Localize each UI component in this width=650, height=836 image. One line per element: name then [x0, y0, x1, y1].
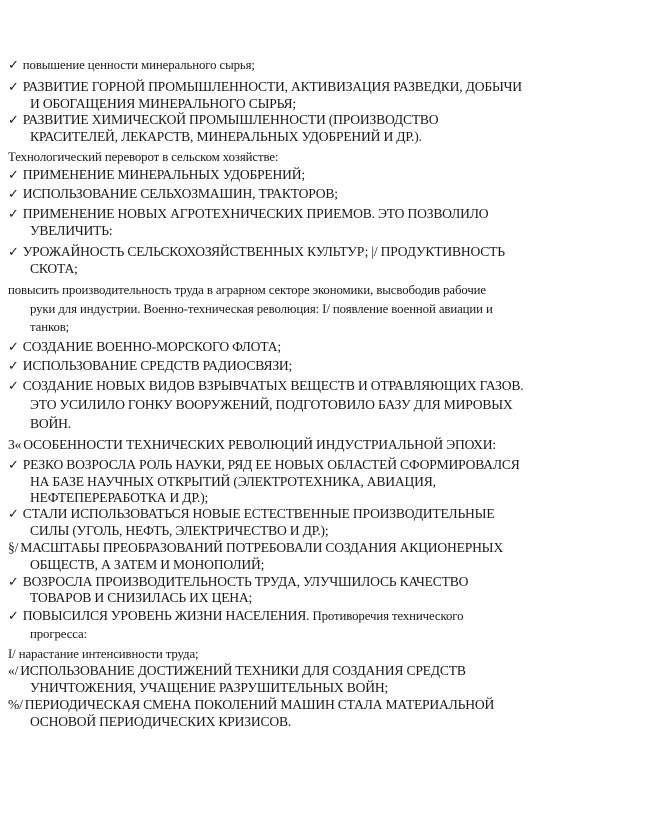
continuation-line: УНИЧТОЖЕНИЯ, УЧАЩЕНИЕ РАЗРУШИТЕЛЬНЫХ ВОЙН;	[30, 680, 389, 695]
check-icon: ✓	[8, 575, 19, 590]
check-icon: ✓	[8, 113, 19, 128]
bullet-line	[8, 339, 281, 356]
bullet-line	[8, 112, 438, 129]
line-text: ОСОБЕННОСТИ ТЕХНИЧЕСКИХ РЕВОЛЮЦИЙ ИНДУСТРИАЛЬНОЙ ЭПОХИ:	[23, 437, 496, 452]
line-marker: 3«	[8, 437, 22, 452]
line-marker: %/	[8, 697, 23, 712]
bullet-line	[8, 457, 520, 474]
line-text: ВОЗРОСЛА ПРОИЗВОДИТЕЛЬНОСТЬ ТРУДА, УЛУЧШИЛОСЬ КАЧЕСТВО	[22, 574, 469, 589]
bullet-line	[8, 167, 305, 184]
check-icon: ✓	[8, 58, 19, 73]
line-text: ИСПОЛЬЗОВАНИЕ СРЕДСТВ РАДИОСВЯЗИ;	[22, 358, 293, 373]
continuation-line: КРАСИТЕЛЕЙ, ЛЕКАРСТВ, МИНЕРАЛЬНЫХ УДОБРЕНИЙ И ДР.).	[30, 129, 422, 144]
bullet-line	[8, 186, 338, 203]
section-heading: Технологический переворот в сельском хозяйстве:	[8, 150, 279, 164]
continuation-line: УВЕЛИЧИТЬ:	[30, 223, 113, 238]
check-icon: ✓	[8, 379, 19, 394]
line-text: СТАЛИ ИСПОЛЬЗОВАТЬСЯ НОВЫЕ ЕСТЕСТВЕННЫЕ ПРОИЗВОДИТЕЛЬНЫЕ	[22, 506, 495, 521]
bullet-line	[8, 574, 468, 591]
line-text: ИСПОЛЬЗОВАНИЕ ДОСТИЖЕНИЙ ТЕХНИКИ ДЛЯ СОЗДАНИЯ СРЕДСТВ	[20, 663, 466, 678]
line-text: РАЗВИТИЕ ГОРНОЙ ПРОМЫШЛЕННОСТИ, АКТИВИЗАЦИЯ РАЗВЕДКИ, ДОБЫЧИ	[22, 79, 522, 94]
line-text: МАСШТАБЫ ПРЕОБРАЗОВАНИЙ ПОТРЕБОВАЛИ СОЗДАНИЯ АКЦИОНЕРНЫХ	[20, 540, 503, 555]
continuation-line: ОСНОВОЙ ПЕРИОДИЧЕСКИХ КРИЗИСОВ.	[30, 714, 292, 729]
check-icon: ✓	[8, 187, 19, 202]
line-text: РАЗВИТИЕ ХИМИЧЕСКОЙ ПРОМЫШЛЕННОСТИ (ПРОИЗВОДСТВО	[22, 112, 439, 127]
bullet-line	[8, 378, 523, 395]
line-text: РЕЗКО ВОЗРОСЛА РОЛЬ НАУКИ, РЯД ЕЕ НОВЫХ ОБЛАСТЕЙ СФОРМИРОВАЛСЯ	[22, 457, 520, 472]
bullet-line	[8, 697, 494, 713]
check-icon: ✓	[8, 245, 19, 260]
bullet-line	[8, 58, 255, 74]
continuation-line: НЕФТЕПЕРЕРАБОТКА И ДР.);	[30, 490, 209, 505]
continuation-line: НА БАЗЕ НАУЧНЫХ ОТКРЫТИЙ (ЭЛЕКТРОТЕХНИКА, АВИАЦИЯ,	[30, 474, 436, 489]
continuation-line: ОБЩЕСТВ, А ЗАТЕМ И МОНОПОЛИЙ;	[30, 557, 265, 572]
line-text: повышение ценности минерального сырья;	[22, 58, 255, 72]
continuation-line: ТОВАРОВ И СНИЗИЛАСЬ ИХ ЦЕНА;	[30, 590, 253, 605]
line-text: ИСПОЛЬЗОВАНИЕ СЕЛЬХОЗМАШИН, ТРАКТОРОВ;	[22, 186, 338, 201]
check-icon: ✓	[8, 168, 19, 183]
section-heading	[8, 437, 496, 453]
paragraph-line: повысить производительность труда в аграрном секторе экономики, высвободив рабочие	[8, 283, 486, 297]
bullet-line	[8, 663, 466, 679]
line-text: СОЗДАНИЕ НОВЫХ ВИДОВ ВЗРЫВЧАТЫХ ВЕЩЕСТВ И ОТРАВЛЯЮЩИХ ГАЗОВ.	[22, 378, 524, 393]
paragraph-line: I/ нарастание интенсивности труда;	[8, 647, 199, 661]
line-text-tail: Противоречия технического	[312, 609, 464, 623]
check-icon: ✓	[8, 458, 19, 473]
line-text: ПРИМЕНЕНИЕ НОВЫХ АГРОТЕХНИЧЕСКИХ ПРИЕМОВ. ЭТО ПОЗВОЛИЛО	[22, 206, 489, 221]
check-icon: ✓	[8, 80, 19, 95]
continuation-line: прогресса:	[30, 627, 88, 641]
bullet-line	[8, 206, 488, 223]
check-icon: ✓	[8, 359, 19, 374]
line-text: ПРИМЕНЕНИЕ МИНЕРАЛЬНЫХ УДОБРЕНИЙ;	[22, 167, 305, 182]
bullet-line	[8, 244, 505, 261]
continuation-line: ВОЙН.	[30, 416, 71, 431]
bullet-line	[8, 506, 494, 523]
bullet-line	[8, 358, 292, 375]
line-text: ПЕРИОДИЧЕСКАЯ СМЕНА ПОКОЛЕНИЙ МАШИН СТАЛА МАТЕРИАЛЬНОЙ	[24, 697, 495, 712]
line-marker: §/	[8, 540, 19, 555]
paragraph-line: танков;	[30, 320, 70, 334]
continuation-line: И ОБОГАЩЕНИЯ МИНЕРАЛЬНОГО СЫРЬЯ;	[30, 96, 296, 111]
check-icon: ✓	[8, 207, 19, 222]
paragraph-line: руки для индустрии. Военно-техническая революция: I/ появление военной авиации и	[30, 302, 493, 316]
line-text: ПОВЫСИЛСЯ УРОВЕНЬ ЖИЗНИ НАСЕЛЕНИЯ.	[22, 608, 310, 623]
bullet-line	[8, 540, 503, 556]
continuation-line: ЭТО УСИЛИЛО ГОНКУ ВООРУЖЕНИЙ, ПОДГОТОВИЛО БАЗУ ДЛЯ МИРОВЫХ	[30, 397, 513, 412]
check-icon: ✓	[8, 609, 19, 624]
continuation-line: СКОТА;	[30, 261, 78, 276]
bullet-line	[8, 608, 463, 625]
check-icon: ✓	[8, 507, 19, 522]
continuation-line: СИЛЫ (УГОЛЬ, НЕФТЬ, ЭЛЕКТРИЧЕСТВО И ДР.);	[30, 523, 329, 538]
bullet-line	[8, 79, 522, 96]
line-text: СОЗДАНИЕ ВОЕННО-МОРСКОГО ФЛОТА;	[22, 339, 281, 354]
check-icon: ✓	[8, 340, 19, 355]
line-text: УРОЖАЙНОСТЬ СЕЛЬСКОХОЗЯЙСТВЕННЫХ КУЛЬТУР; |/ ПРОДУКТИВНОСТЬ	[22, 244, 505, 259]
line-marker: «/	[8, 663, 19, 678]
